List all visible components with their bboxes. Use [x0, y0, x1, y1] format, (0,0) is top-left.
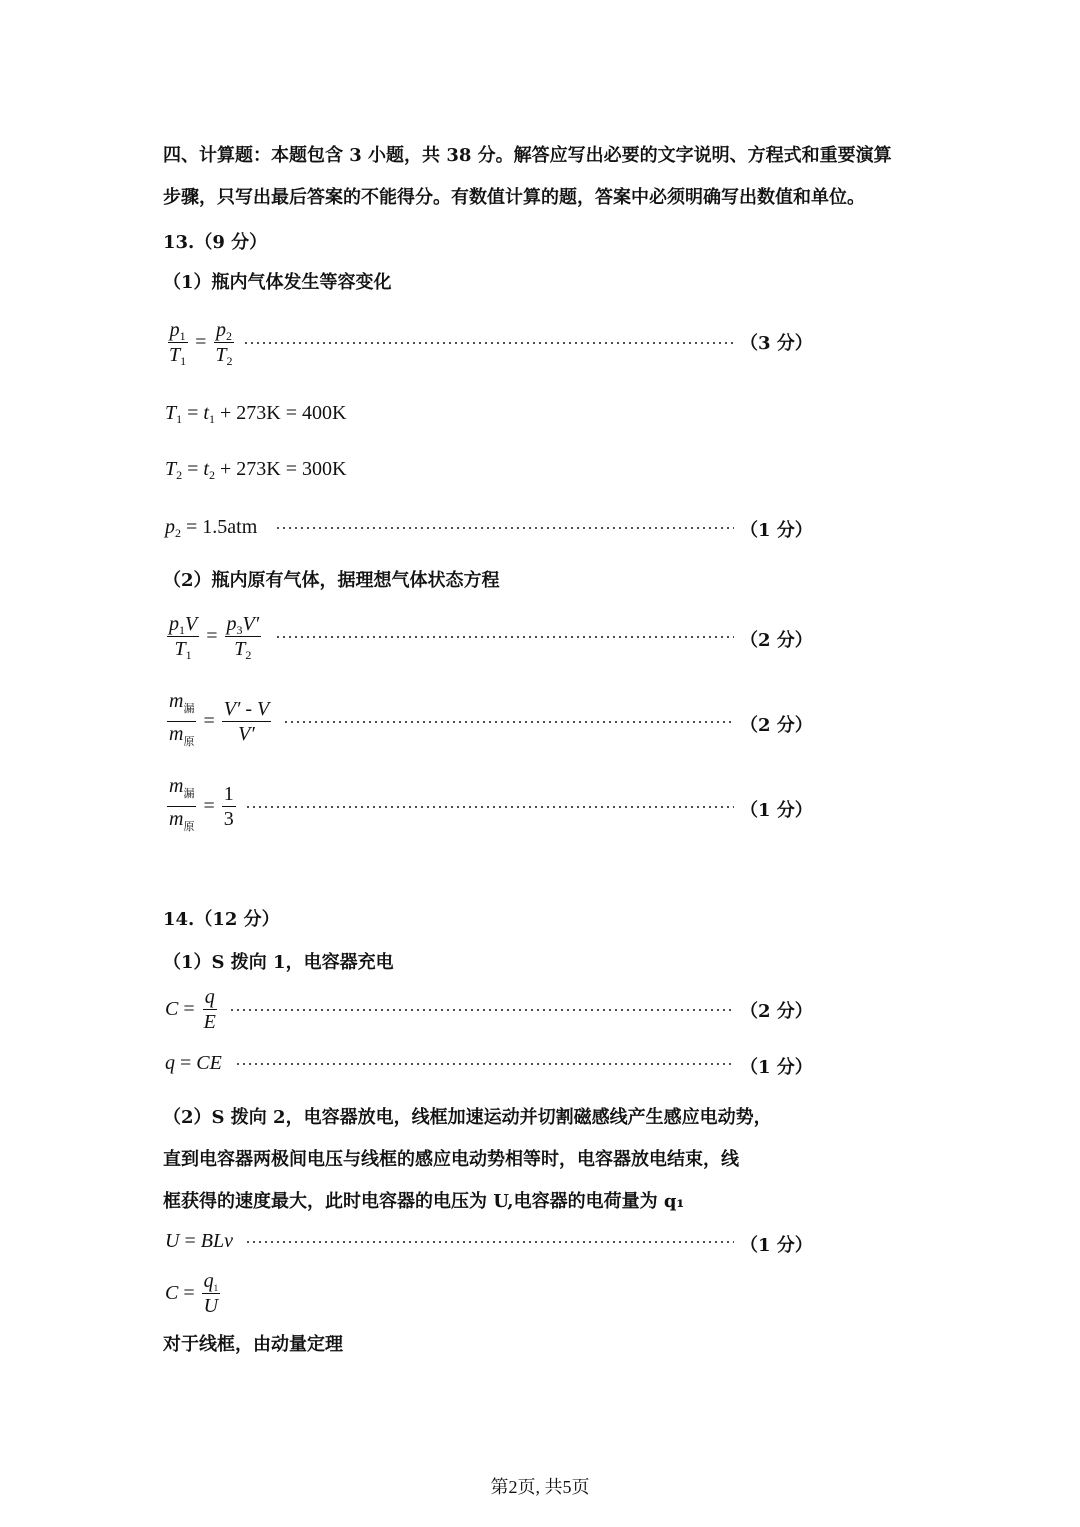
intro-line-2: 步骤，只写出最后答案的不能得分。有数值计算的题，答案中必须明确写出数值和单位。 — [163, 187, 865, 208]
q13-equation-mass-ratio: $\frac{m_漏}{m_原}$ = $\frac{V' - V}{V'}$ — [165, 695, 740, 747]
leader-dots — [275, 527, 734, 529]
q14-score-capacitance: （2 分） — [740, 1001, 813, 1022]
q14-equation-voltage: U = BLv — [165, 1226, 740, 1256]
q13-score-state: （2 分） — [740, 630, 813, 651]
q14-score-voltage: （1 分） — [740, 1235, 813, 1256]
q14-equation-capacitance-q1: C = $\frac{q_1}{U}$ — [165, 1269, 219, 1317]
q14-equation-charge: q = CE — [165, 1048, 740, 1078]
leader-dots — [283, 721, 734, 723]
leader-dots — [245, 1241, 734, 1243]
q13-equation-state: $\frac{p_1V}{T_1}$ = $\frac{p_3V'}{T_2}$ — [165, 610, 740, 662]
q14-part2-line-3: 框获得的速度最大，此时电容器的电压为 U,电容器的电荷量为 q₁ — [163, 1191, 685, 1212]
leader-dots — [229, 1009, 734, 1011]
q13-equation-T1: $T_1 = t_1 + 273K = 400K$ — [165, 402, 347, 426]
q13-part2-label: （2）瓶内原有气体，据理想气体状态方程 — [163, 570, 500, 591]
q13-score-p2: （1 分） — [740, 520, 813, 541]
q13-score-charles: （3 分） — [740, 333, 813, 354]
q13-part1-label: （1）瓶内气体发生等容变化 — [163, 272, 392, 293]
leader-dots — [245, 806, 734, 808]
q13-score-mass-ratio: （2 分） — [740, 715, 813, 736]
q14-part1-label: （1）S 拨向 1，电容器充电 — [163, 952, 394, 973]
q14-header: 14.（12 分） — [163, 909, 280, 930]
leader-dots — [235, 1063, 734, 1065]
q13-header: 13.（9 分） — [163, 232, 268, 253]
leader-dots — [243, 342, 734, 344]
q13-score-mass-value: （1 分） — [740, 800, 813, 821]
q14-score-charge: （1 分） — [740, 1057, 813, 1078]
q14-equation-capacitance: C = $\frac{q}{E}$ — [165, 983, 740, 1035]
q14-momentum-label: 对于线框，由动量定理 — [163, 1334, 343, 1355]
q13-equation-p2: $p_2 = 1.5atm$ — [165, 512, 740, 542]
page-footer: 第2页, 共5页 — [490, 1477, 590, 1497]
q13-equation-mass-value: $\frac{m_漏}{m_原}$ = $\frac{1}{3}$ — [165, 780, 740, 832]
q13-equation-charles: $\frac{p_1}{T_1}$ = $\frac{p_2}{T_2}$ — [165, 318, 740, 366]
q13-equation-T2: $T_2 = t_2 + 273K = 300K$ — [165, 458, 347, 482]
q14-part2-line-1: （2）S 拨向 2，电容器放电，线框加速运动并切割磁感线产生感应电动势， — [163, 1107, 772, 1128]
q14-part2-line-2: 直到电容器两极间电压与线框的感应电动势相等时，电容器放电结束，线 — [163, 1149, 739, 1170]
leader-dots — [275, 636, 734, 638]
intro-line-1: 四、计算题：本题包含 3 小题，共 38 分。解答应写出必要的文字说明、方程式和重要演算 — [163, 145, 892, 166]
